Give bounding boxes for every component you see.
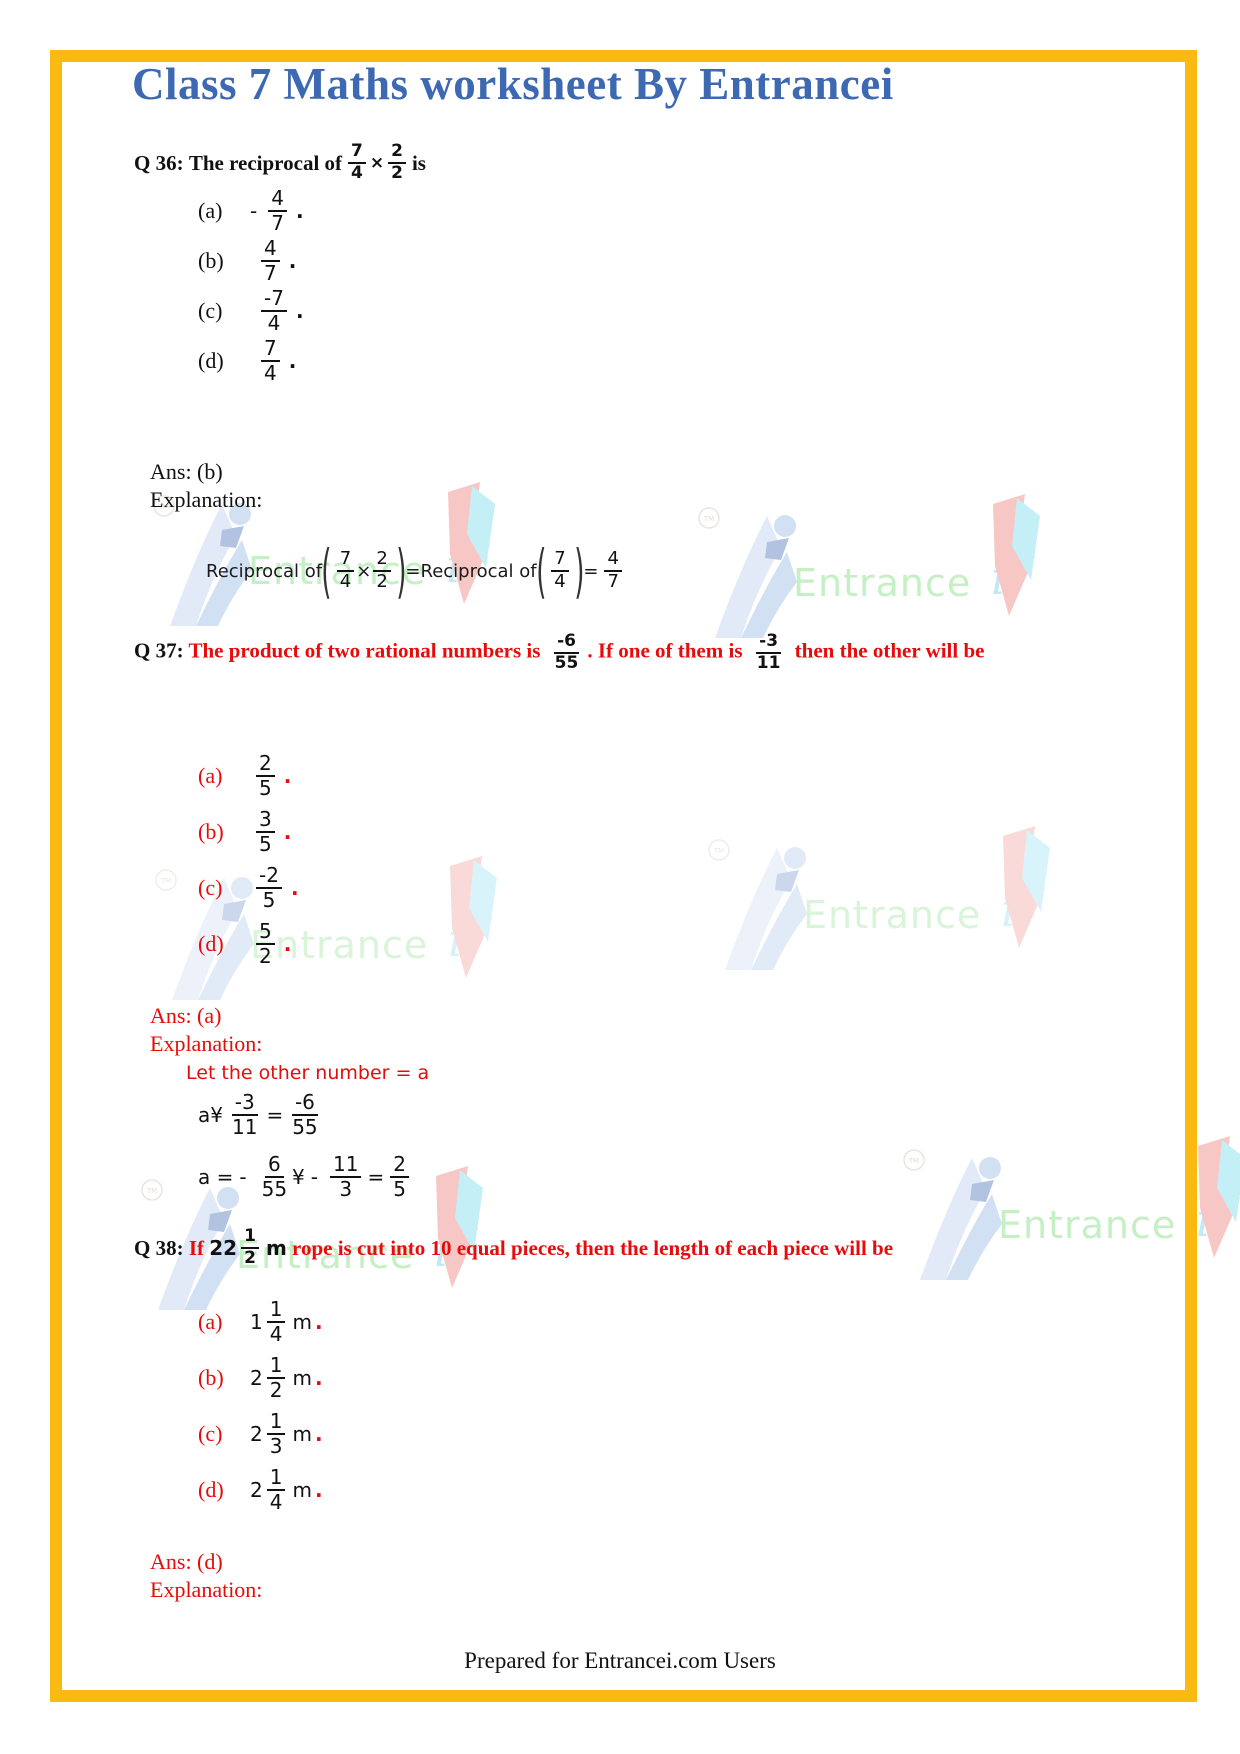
question-36-heading — [134, 134, 426, 192]
fraction — [330, 1153, 361, 1201]
question-38-heading — [134, 1208, 893, 1288]
fraction — [373, 549, 390, 592]
fraction-numerator: 4 — [261, 237, 280, 262]
option-period: . — [314, 1310, 323, 1334]
option-label: (a) — [198, 198, 223, 223]
formula-text: Reciprocal of — [206, 560, 323, 582]
math-line-1 — [198, 1086, 327, 1144]
equals-sign: = — [405, 560, 421, 582]
question-37-heading — [134, 632, 1039, 673]
option-label: (d) — [198, 348, 224, 373]
option-label: (c) — [198, 1421, 223, 1446]
option-label: (b) — [198, 1365, 224, 1390]
answer-line: Ans: (b) — [150, 459, 223, 484]
fraction — [267, 1466, 286, 1514]
option-row — [198, 1406, 323, 1462]
fraction-numerator: 3 — [256, 808, 275, 833]
minus-sign: - — [250, 199, 258, 223]
question-36-answer-block — [150, 458, 262, 514]
left-paren: ( — [535, 537, 547, 605]
fraction-denominator: 7 — [607, 571, 619, 592]
left-paren: ( — [321, 537, 332, 605]
page-title: Class 7 Maths worksheet By Entrancei — [132, 59, 894, 109]
formula-text: Reciprocal of — [420, 560, 537, 582]
fraction — [390, 1153, 409, 1201]
option-period: . — [314, 1478, 323, 1502]
fraction-denominator: 7 — [271, 211, 284, 235]
question-text: is — [411, 150, 426, 175]
question-text: then the other will be — [794, 638, 985, 663]
unit-label: m — [265, 1236, 287, 1260]
fraction — [604, 549, 621, 592]
option-label: (c) — [198, 875, 223, 900]
page-footer: Prepared for Entrancei.com Users — [464, 1648, 776, 1673]
question-text: . If one of them is — [587, 638, 743, 663]
right-paren: ) — [573, 537, 585, 605]
option-period: . — [283, 820, 292, 844]
option-label: (d) — [198, 931, 224, 956]
answer-line: Ans: (d) — [150, 1549, 223, 1574]
fraction-numerator: 7 — [261, 337, 280, 362]
fraction-denominator: 4 — [351, 163, 363, 183]
fraction — [241, 1227, 259, 1268]
fraction — [267, 1410, 286, 1458]
fraction-numerator: 7 — [348, 142, 366, 164]
fraction — [261, 337, 280, 385]
math-line-2 — [198, 1146, 415, 1208]
mixed-number — [209, 1227, 287, 1268]
option-row — [198, 186, 304, 236]
question-text: The product of two rational numbers is — [188, 638, 541, 663]
fraction-denominator: 11 — [231, 1115, 258, 1139]
fraction-denominator: 5 — [393, 1177, 406, 1201]
fraction — [267, 1354, 286, 1402]
option-row — [198, 748, 299, 804]
fraction-denominator: 3 — [339, 1177, 353, 1201]
explanation-formula — [206, 534, 628, 608]
option-label: (a) — [198, 763, 223, 788]
equals-sign: = — [367, 1165, 385, 1189]
option-row — [198, 804, 299, 860]
math-term: a¥ — [198, 1103, 223, 1127]
fraction-denominator: 55 — [292, 1115, 318, 1139]
fraction-denominator: 11 — [756, 652, 781, 673]
equals-sign: = — [266, 1103, 284, 1127]
math-operator: ¥ — [292, 1165, 305, 1189]
unit-label: m — [292, 1366, 312, 1390]
answer-line: Ans: (a) — [150, 1003, 222, 1028]
question-number: Q 37: — [134, 638, 184, 663]
fraction-numerator: -3 — [232, 1091, 258, 1116]
question-text: The reciprocal of — [188, 150, 343, 175]
fraction — [348, 142, 366, 183]
option-row — [198, 1462, 323, 1518]
explanation-label: Explanation: — [150, 1577, 263, 1602]
equals-sign: = — [583, 560, 599, 582]
option-period: . — [295, 299, 304, 323]
fraction — [551, 549, 568, 592]
unit-label: m — [292, 1310, 312, 1334]
fraction-numerator: -2 — [256, 864, 282, 889]
option-period: . — [288, 249, 297, 273]
times-sign: × — [369, 153, 385, 173]
whole-number: 2 — [250, 1478, 263, 1502]
fraction-denominator: 2 — [376, 571, 388, 592]
fraction-denominator: 4 — [267, 311, 281, 335]
option-label: (b) — [198, 248, 224, 273]
fraction-numerator: 1 — [241, 1227, 259, 1249]
fraction — [229, 1091, 260, 1139]
fraction — [259, 1153, 290, 1201]
fraction-numerator: -6 — [554, 632, 579, 654]
minus-sign: - — [310, 1165, 318, 1189]
whole-number: 2 — [250, 1366, 263, 1390]
fraction-denominator: 2 — [269, 1378, 283, 1402]
option-period: . — [290, 876, 299, 900]
question-37-answer-block — [150, 1002, 262, 1058]
fraction-numerator: 7 — [551, 549, 568, 572]
option-label: (d) — [198, 1477, 224, 1502]
fraction-numerator: 4 — [604, 549, 621, 572]
question-number: Q 38: — [134, 1235, 184, 1260]
option-row — [198, 1294, 323, 1350]
option-label: (b) — [198, 819, 224, 844]
question-37-options — [198, 748, 299, 972]
fraction — [552, 632, 582, 673]
fraction-numerator: 5 — [256, 920, 275, 945]
fraction-numerator: 1 — [267, 1354, 286, 1379]
whole-number: 22 — [209, 1236, 238, 1260]
whole-number: 2 — [250, 1422, 263, 1446]
fraction-denominator: 4 — [264, 361, 277, 385]
question-38-answer-block — [150, 1548, 262, 1604]
fraction-numerator: 1 — [267, 1466, 286, 1491]
fraction — [267, 1298, 286, 1346]
fraction — [256, 864, 282, 912]
fraction-numerator: -7 — [261, 287, 287, 312]
fraction-numerator: 2 — [388, 142, 406, 164]
fraction-denominator: 2 — [391, 163, 403, 183]
fraction-numerator: 2 — [373, 549, 390, 572]
option-row — [198, 1350, 323, 1406]
option-row — [198, 236, 304, 286]
question-text: rope is cut into 10 equal pieces, then the length of each piece will be — [292, 1235, 894, 1260]
option-period: . — [288, 349, 297, 373]
fraction-denominator: 2 — [244, 1248, 256, 1268]
fraction-denominator: 4 — [269, 1490, 283, 1514]
times-sign: × — [356, 560, 372, 582]
option-period: . — [295, 199, 304, 223]
fraction-denominator: 4 — [339, 571, 352, 592]
fraction — [289, 1091, 320, 1139]
fraction — [261, 237, 280, 285]
fraction-denominator: 2 — [259, 944, 272, 968]
right-paren: ) — [395, 537, 407, 605]
question-36-options — [198, 186, 304, 386]
minus-sign: - — [239, 1165, 247, 1189]
fraction — [256, 808, 275, 856]
fraction-numerator: 2 — [390, 1153, 409, 1178]
fraction-numerator: -3 — [756, 632, 781, 654]
fraction-denominator: 5 — [259, 832, 272, 856]
option-row — [198, 336, 304, 386]
option-label: (a) — [198, 1309, 223, 1334]
fraction-denominator: 55 — [554, 652, 579, 673]
fraction — [754, 632, 784, 673]
fraction-numerator: 1 — [267, 1298, 286, 1323]
fraction-denominator: 5 — [259, 776, 272, 800]
whole-number: 1 — [250, 1310, 263, 1334]
fraction-denominator: 5 — [262, 888, 276, 912]
fraction — [256, 752, 275, 800]
option-row — [198, 916, 299, 972]
question-38-options — [198, 1294, 323, 1518]
explanation-label: Explanation: — [150, 1031, 263, 1056]
explanation-label: Explanation: — [150, 487, 263, 512]
explanation-text: Let the other number = a — [186, 1062, 430, 1084]
fraction — [337, 549, 354, 592]
fraction-numerator: 2 — [256, 752, 275, 777]
fraction-denominator: 3 — [269, 1434, 283, 1458]
fraction-numerator: 1 — [267, 1410, 286, 1435]
unit-label: m — [292, 1422, 312, 1446]
option-label: (c) — [198, 298, 223, 323]
option-period: . — [283, 932, 292, 956]
fraction-denominator: 7 — [264, 261, 277, 285]
question-number: Q 36: — [134, 150, 184, 175]
fraction-denominator: 55 — [261, 1177, 288, 1201]
fraction-numerator: 6 — [265, 1153, 284, 1178]
option-period: . — [314, 1422, 323, 1446]
fraction-numerator: 11 — [330, 1153, 361, 1178]
option-row — [198, 286, 304, 336]
fraction — [261, 287, 287, 335]
fraction — [388, 142, 406, 183]
fraction-numerator: 4 — [268, 187, 287, 212]
fraction — [256, 920, 275, 968]
fraction-numerator: -6 — [292, 1091, 318, 1116]
fraction-denominator: 4 — [554, 571, 566, 592]
fraction — [268, 187, 287, 235]
option-period: . — [283, 764, 292, 788]
option-period: . — [314, 1366, 323, 1390]
fraction-numerator: 7 — [337, 549, 354, 572]
option-row — [198, 860, 299, 916]
math-term: a = — [198, 1165, 234, 1189]
question-text: If — [188, 1235, 204, 1260]
unit-label: m — [292, 1478, 312, 1502]
fraction-denominator: 4 — [269, 1322, 283, 1346]
